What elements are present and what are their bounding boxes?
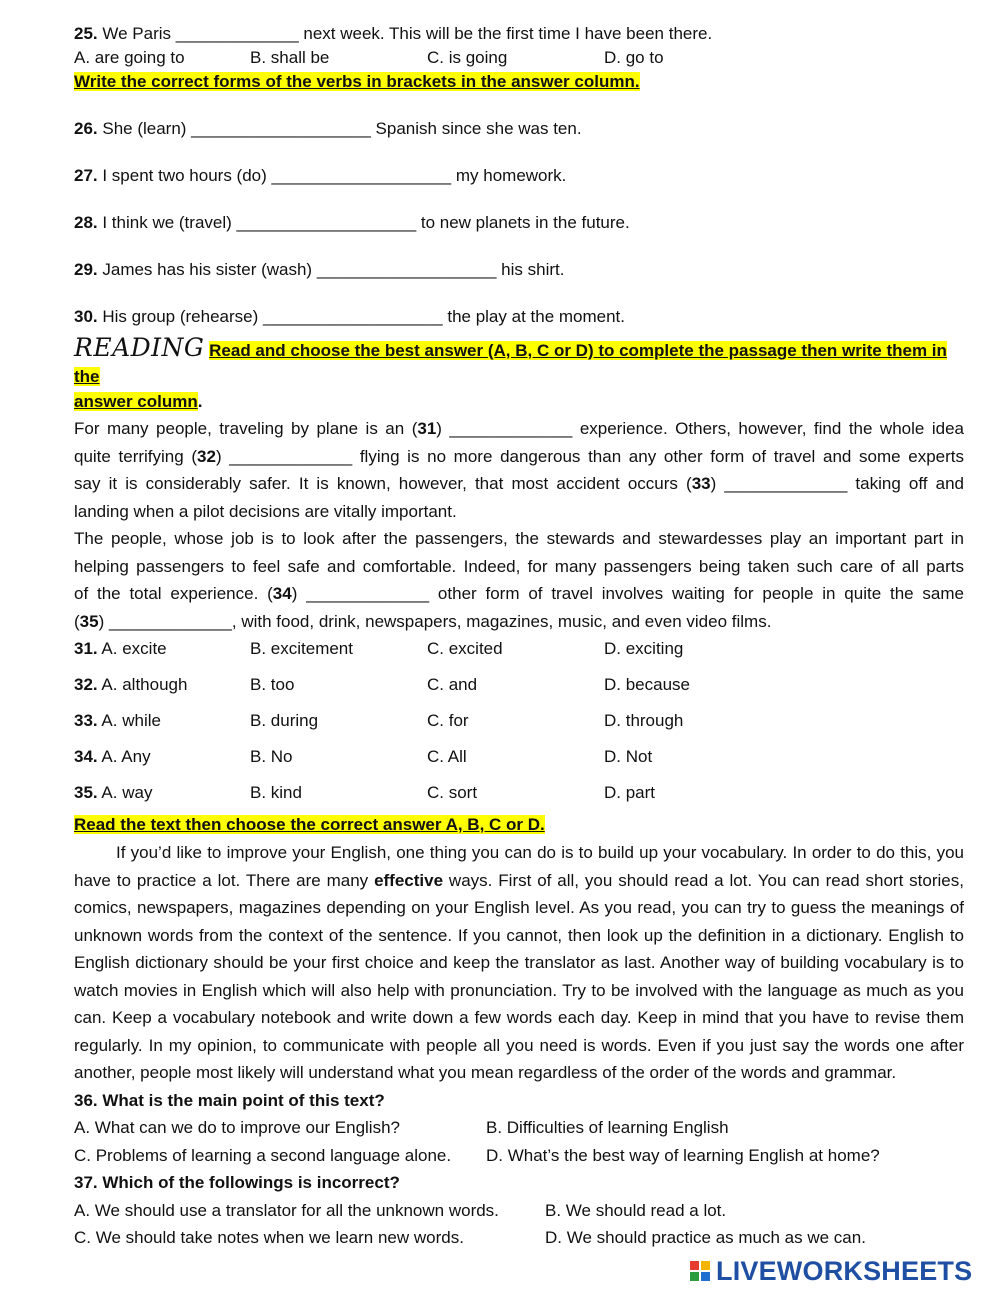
option-c[interactable]: C. Problems of learning a second language alone.	[74, 1145, 452, 1165]
question-30[interactable]: 30. His group (rehearse) ___________________ the play at the moment.	[74, 307, 625, 326]
question-27[interactable]: 27. I spent two hours (do) ___________________ my homework.	[74, 166, 567, 185]
reading-title: READING	[74, 333, 205, 362]
question-35: 35. A. way B. kind C. sort D. part	[74, 775, 964, 811]
option-b[interactable]: B. during	[250, 711, 319, 730]
question-37: 37. Which of the followings is incorrect?	[74, 1173, 400, 1192]
option-b[interactable]: B. shall be	[250, 48, 330, 67]
question-37-options	[74, 1197, 964, 1225]
option-c[interactable]: C. excited	[427, 639, 503, 658]
question-32: 32. A. although B. too C. and D. because	[74, 667, 964, 703]
option-c[interactable]: C. We should take notes when we learn new words.	[74, 1228, 464, 1247]
option-d[interactable]: D. because	[604, 675, 690, 694]
option-a[interactable]: A. We should use a translator for all the unknown words.	[74, 1200, 499, 1220]
option-a[interactable]: A. while	[97, 711, 161, 730]
reading-instruction: READING Read and choose the best answer (A, B, C or D) to complete the passage then write them in the	[74, 333, 947, 386]
option-a[interactable]: A. What can we do to improve our English?	[74, 1118, 400, 1137]
option-d[interactable]: D. Not	[604, 747, 653, 766]
worksheet-page: 25. We Paris _____________ next week. This will be the first time I have been there. A. are going to B. shall be C. is going D. go to Write the correct forms of the verbs in brackets in the answer column. 26. She (learn) ___________________ Spanish since she was ten. 27. I spent two hours (do) ___________________ my homework. 28. I think we (travel) ___________________ to new planets in the future. 29. James has his sister (wash) ___________________ his shirt. 30. His group (rehearse) ___________________ the play at the moment. READING Read and choose the best answer (A, B, C or D) to complete the passage then write them in the answer column. For many people, traveling by plane is an (31) _____________ experience. Others, however, find the whole idea quite terrifying (32) _____________ flying is no more dangerous than any other form of travel and some experts say it is considerably safer. It is known, however, that most accident occurs (33) _____________ taking off and landing when a pilot decisions are vitally important. The people, whose job is to look after the passengers, the stewards and stewardesses play an important part in helping passengers to feel safe and comfortable. Indeed, for many passengers being taken such care of all parts of the total experience. (34) _____________ other form of travel involves waiting for people in quite the same (35) _____________, with food, drink, newspapers, magazines, music, and even video films. 31. A. excite B. excitement C. excited D. exciting 32. A. although B. too C. and D. because 33. A. while B. during C. for D. through 34. A. Any B. No C. All D. Not 35. A. way B. kind C. sort D. part Read the text then choose the correct answer A, B, C or D. If you’d like to improve your English, one thing you can do is to build up your vocabulary. In order to do this, you have to practice a lot. There are many effective ways. First of all, you should read a lot. You can read short stories, comics, newspapers, magazines depending on your English level. As you read, you can try to guess the meanings of unknown words from the context of the sentence. If you cannot, then look up the definition in a dictionary. English to English dictionary should be your first choice and keep the translator as last. Another way of building vocabulary is to watch movies in English which will also help with pronunciation. Try to be involved with the language as much as you can. Keep a vocabulary notebook and write down a few words each day. Keep in mind that you have to revise them regularly. In my opinion, to communicate with people all you need is words. Even if you just say the words one after another, people most likely will understand what you mean regardless of the order of the words and grammar. 36. What is the main point of this text? A. What can we do to improve our English? B. Difficulties of learning English C. Problems of learning a second language alone. D. What’s the best way of learning English at home? 37. Which of the followings is incorrect? A. We should use a translator for all the unknown words. B. We should read a lot. C. We should take notes when we learn new words. D. We should practice as much as we can.	[74, 22, 964, 1252]
option-a[interactable]: A. excite	[97, 639, 167, 658]
option-a[interactable]: A. are going to	[74, 48, 185, 67]
reading-questions	[74, 631, 964, 811]
question-31: 31. A. excite B. excitement C. excited D. exciting	[74, 631, 964, 667]
option-b[interactable]: B. We should read a lot.	[545, 1200, 727, 1220]
option-d[interactable]: D. We should practice as much as we can.	[545, 1228, 866, 1247]
option-d[interactable]: D. What’s the best way of learning English at home?	[486, 1145, 880, 1165]
question-25: 25. We Paris _____________ next week. This will be the first time I have been there.	[74, 24, 713, 43]
option-d[interactable]: D. go to	[604, 48, 664, 67]
question-34: 34. A. Any B. No C. All D. Not	[74, 739, 964, 775]
option-a[interactable]: A. way	[97, 783, 153, 802]
option-d[interactable]: D. exciting	[604, 639, 684, 658]
option-c[interactable]: C. is going	[427, 48, 508, 67]
option-c[interactable]: C. and	[427, 675, 478, 694]
option-b[interactable]: B. excitement	[250, 639, 353, 658]
question-33: 33. A. while B. during C. for D. through	[74, 703, 964, 739]
option-d[interactable]: D. through	[604, 711, 684, 730]
reading-passage-1: For many people, traveling by plane is an (31) _____________ experience. Others, however, find the whole idea quite terrifying (32) _____________ flying is no more dangerous than any other form of travel and some experts say it is considerably safer. It is known, however, that most accident occurs (33) _____________ taking off and landing when a pilot decisions are vitally important.	[74, 419, 964, 521]
option-b[interactable]: B. too	[250, 675, 295, 694]
option-c[interactable]: C. All	[427, 747, 467, 766]
option-d[interactable]: D. part	[604, 783, 656, 802]
liveworksheets-logo-text: LIVEWORKSHEETS	[716, 1256, 973, 1286]
question-28[interactable]: 28. I think we (travel) ___________________ to new planets in the future.	[74, 213, 630, 232]
text2-passage: If you’d like to improve your English, one thing you can do is to build up your vocabulary. In order to do this, you have to practice a lot. There are many effective ways. First of all, you should read a lot. You can read short stories, comics, newspapers, magazines depending on your English level. As you read, you can try to guess the meanings of unknown words from the context of the sentence. If you cannot, then look up the definition in a dictionary. English to English dictionary should be your first choice and keep the translator as last. Another way of building vocabulary is to watch movies in English which will also help with pronunciation. Try to be involved with the language as much as you can. Keep a vocabulary notebook and write down a few words each day. Keep in mind that you have to revise them regularly. In my opinion, to communicate with people all you need is words. Even if you just say the words one after another, people most likely will understand what you mean regardless of the order of the words and grammar.	[74, 843, 964, 1082]
option-a[interactable]: A. although	[97, 675, 188, 694]
liveworksheets-logo	[690, 1256, 972, 1287]
liveworksheets-logo-icon	[690, 1261, 712, 1283]
verbs-instruction: Write the correct forms of the verbs in brackets in the answer column.	[74, 72, 640, 91]
question-36: 36. What is the main point of this text?	[74, 1090, 385, 1110]
question-25-options	[74, 46, 964, 70]
option-b[interactable]: B. Difficulties of learning English	[486, 1118, 729, 1137]
text2-instruction: Read the text then choose the correct answer A, B, C or D.	[74, 815, 545, 834]
option-b[interactable]: B. No	[250, 747, 293, 766]
option-a[interactable]: A. Any	[97, 747, 151, 766]
question-26[interactable]: 26. She (learn) ___________________ Spanish since she was ten.	[74, 119, 582, 138]
option-c[interactable]: C. sort	[427, 783, 478, 802]
option-b[interactable]: B. kind	[250, 783, 302, 802]
question-36-options	[74, 1114, 964, 1142]
question-29[interactable]: 29. James has his sister (wash) ___________________ his shirt.	[74, 260, 565, 279]
reading-passage-2: The people, whose job is to look after the passengers, the stewards and stewardesses play an important part in helping passengers to feel safe and comfortable. Indeed, for many passengers being taken such care of all parts of the total experience. (34) _____________ other form of travel involves waiting for people in quite the same (35) _____________, with food, drink, newspapers, magazines, music, and even video films.	[74, 529, 964, 631]
option-c[interactable]: C. for	[427, 711, 469, 730]
